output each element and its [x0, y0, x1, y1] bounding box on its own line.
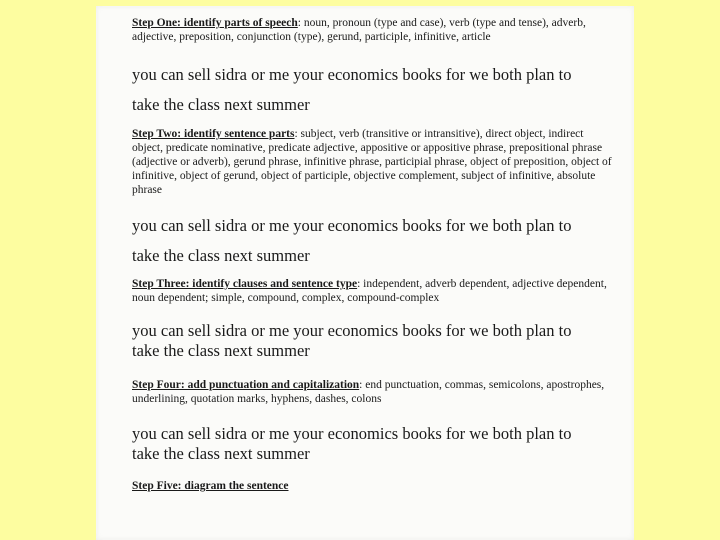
- step-two-heading: Step Two: identify sentence parts: [132, 128, 295, 140]
- step-three-sentence-line-2: take the class next summer: [132, 341, 310, 360]
- step-two-body: : subject, verb (transitive or intransitive), direct object, indirect object, predicate nominative, predicate adjective, appositive or appositive phrase, prepositional phrase (adjective or adverb), gerund phrase, infinitive phrase, participial phrase, object of preposition, object of infinitive, object of gerund, object of participle, objective complement, subject of infinitive, absolute phrase: [132, 128, 612, 196]
- step-three-body: : independent, adverb dependent, adjective dependent, noun dependent; simple, compound, complex, compound-complex: [132, 278, 607, 304]
- step-two-sentence-line-1: you can sell sidra or me your economics books for we both plan to: [132, 216, 572, 235]
- step-two-instructions: [132, 127, 612, 197]
- step-one-body: : noun, pronoun (type and case), verb (type and tense), adverb, adjective, preposition, conjunction (type), gerund, participle, infinitive, article: [132, 17, 586, 43]
- step-four-sentence-line-1: you can sell sidra or me your economics books for we both plan to: [132, 424, 572, 443]
- step-two-sentence-line-2: take the class next summer: [132, 246, 310, 265]
- step-three-heading: Step Three: identify clauses and sentence type: [132, 278, 358, 290]
- step-three-sentence-line-1: you can sell sidra or me your economics books for we both plan to: [132, 321, 572, 340]
- scanned-worksheet: [96, 6, 634, 540]
- step-one-instructions: [132, 16, 612, 44]
- step-three-instructions: [132, 277, 612, 305]
- step-five-instructions: [132, 479, 612, 493]
- step-four-heading: Step Four: add punctuation and capitalization: [132, 379, 360, 391]
- step-five-heading: Step Five: diagram the sentence: [132, 480, 289, 492]
- step-one-sentence-line-2: take the class next summer: [132, 95, 310, 114]
- step-four-sentence-line-2: take the class next summer: [132, 444, 310, 463]
- step-one-heading: Step One: identify parts of speech: [132, 17, 298, 29]
- step-four-instructions: [132, 378, 612, 406]
- step-four-body: : end punctuation, commas, semicolons, apostrophes, underlining, quotation marks, hyphens, dashes, colons: [132, 379, 605, 405]
- step-one-sentence-line-1: you can sell sidra or me your economics books for we both plan to: [132, 65, 572, 84]
